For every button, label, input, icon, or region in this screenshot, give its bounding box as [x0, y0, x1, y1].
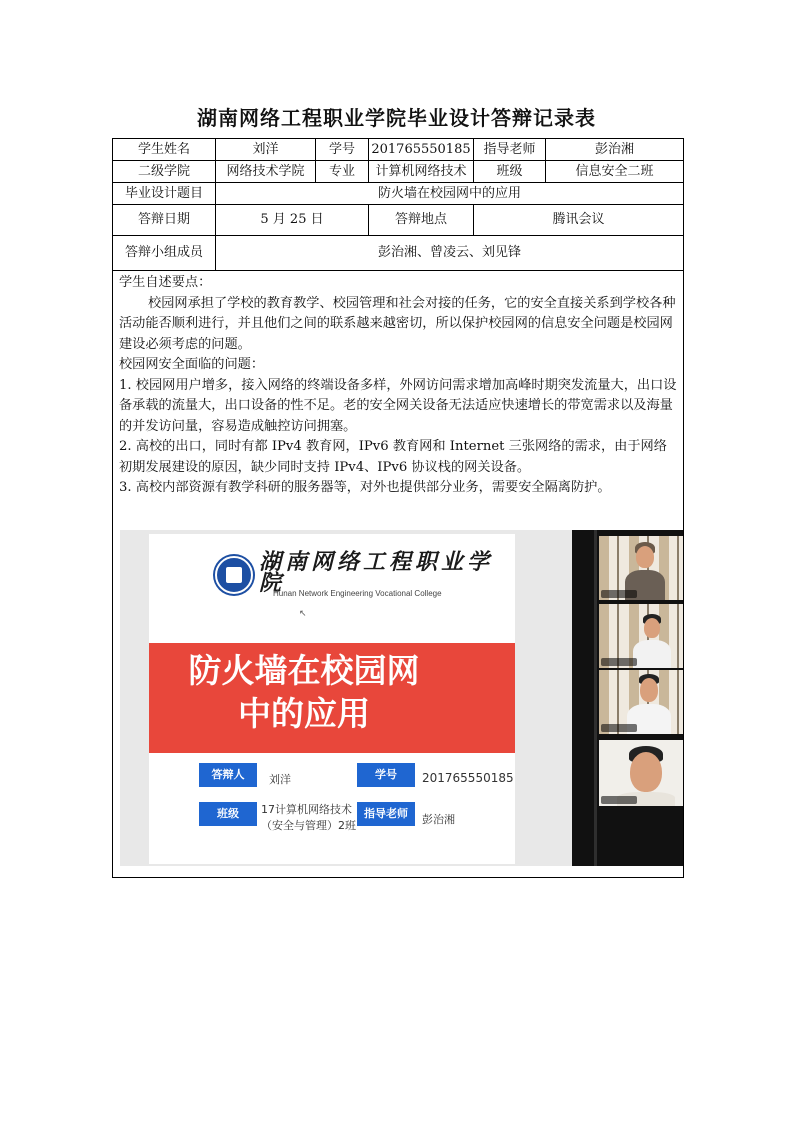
logo-english-name: Hunan Network Engineering Vocational College	[273, 589, 442, 598]
video-tile[interactable]	[599, 536, 684, 600]
logo-chinese-name: 湖南网络工程职业学院	[259, 549, 494, 596]
advisor: 彭治湘	[546, 139, 684, 161]
panel-label: 答辩小组成员	[113, 236, 216, 271]
statement-heading: 学生自述要点：	[119, 275, 212, 290]
student-id: 201765550185	[369, 139, 474, 161]
slide-class-line2: （安全与管理）2班	[261, 819, 356, 832]
presentation-slide	[149, 534, 515, 864]
student-name: 刘洋	[216, 139, 316, 161]
video-tile[interactable]	[599, 604, 684, 668]
major: 计算机网络技术	[369, 161, 474, 183]
slide-class-line1: 17计算机网络技术	[261, 803, 352, 816]
video-tile[interactable]	[599, 740, 684, 806]
college-emblem-icon	[215, 556, 253, 594]
presenter-label: 答辩人	[199, 763, 257, 787]
record-table	[112, 138, 684, 878]
slide-advisor-label: 指导老师	[357, 802, 415, 826]
date: 5 月 25 日	[216, 205, 369, 236]
page-title: 湖南网络工程职业学院毕业设计答辩记录表	[197, 106, 596, 130]
slide-title-line2: 中的应用	[238, 694, 370, 733]
college-logo	[149, 542, 515, 602]
topic-label: 毕业设计题目	[113, 183, 216, 205]
mouse-cursor-icon: ↖	[299, 609, 307, 619]
slide-class-label: 班级	[199, 802, 257, 826]
problems-heading: 校园网安全面临的问题：	[119, 357, 265, 372]
problem-item: 2. 高校的出口，同时有都 IPv4 教育网，IPv6 教育网和 Internet 三张网络的需求，由于网络初期发展建设的原因，缺少同时支持 IPv4、IPv6 协议栈的网关设备。	[119, 439, 667, 475]
statement-cell	[113, 271, 684, 878]
slide-id-label: 学号	[357, 763, 415, 787]
problem-item: 3. 高校内部资源有教学科研的服务器等，对外也提供部分业务，需要安全隔离防护。	[119, 480, 611, 495]
panel: 彭治湘、曾凌云、刘见锋	[216, 236, 684, 271]
college-label: 二级学院	[113, 161, 216, 183]
college: 网络技术学院	[216, 161, 316, 183]
presenter-name: 刘洋	[269, 773, 291, 786]
place: 腾讯会议	[474, 205, 684, 236]
video-gallery	[572, 530, 684, 866]
class-label: 班级	[474, 161, 546, 183]
slide-id: 201765550185	[422, 771, 514, 785]
student-id-label: 学号	[316, 139, 369, 161]
advisor-label: 指导老师	[474, 139, 546, 161]
topic: 防火墙在校园网中的应用	[216, 183, 684, 205]
student-name-label: 学生姓名	[113, 139, 216, 161]
video-tile[interactable]	[599, 670, 684, 734]
slide-advisor: 彭治湘	[422, 813, 455, 826]
class: 信息安全二班	[546, 161, 684, 183]
slide-title-line1: 防火墙在校园网	[188, 651, 420, 690]
problem-item: 1. 校园网用户增多，接入网络的终端设备多样，外网访问需求增加高峰时期突发流量大，出口设备承载的流量大，出口设备的性不足。老的安全网关设备无法适应快速增长的带宽需求以及海量的并发访问量，容易造成触控访问拥塞。	[119, 377, 677, 434]
date-label: 答辩日期	[113, 205, 216, 236]
major-label: 专业	[316, 161, 369, 183]
statement-para: 校园网承担了学校的教育教学、校园管理和社会对接的任务，它的安全直接关系到学校各种活动能否顺利进行，并且他们之间的联系越来越密切，所以保护校园网的信息安全问题是校园网建设必须考虑的问题。	[119, 295, 676, 352]
meeting-screenshot	[120, 530, 684, 866]
place-label: 答辩地点	[369, 205, 474, 236]
